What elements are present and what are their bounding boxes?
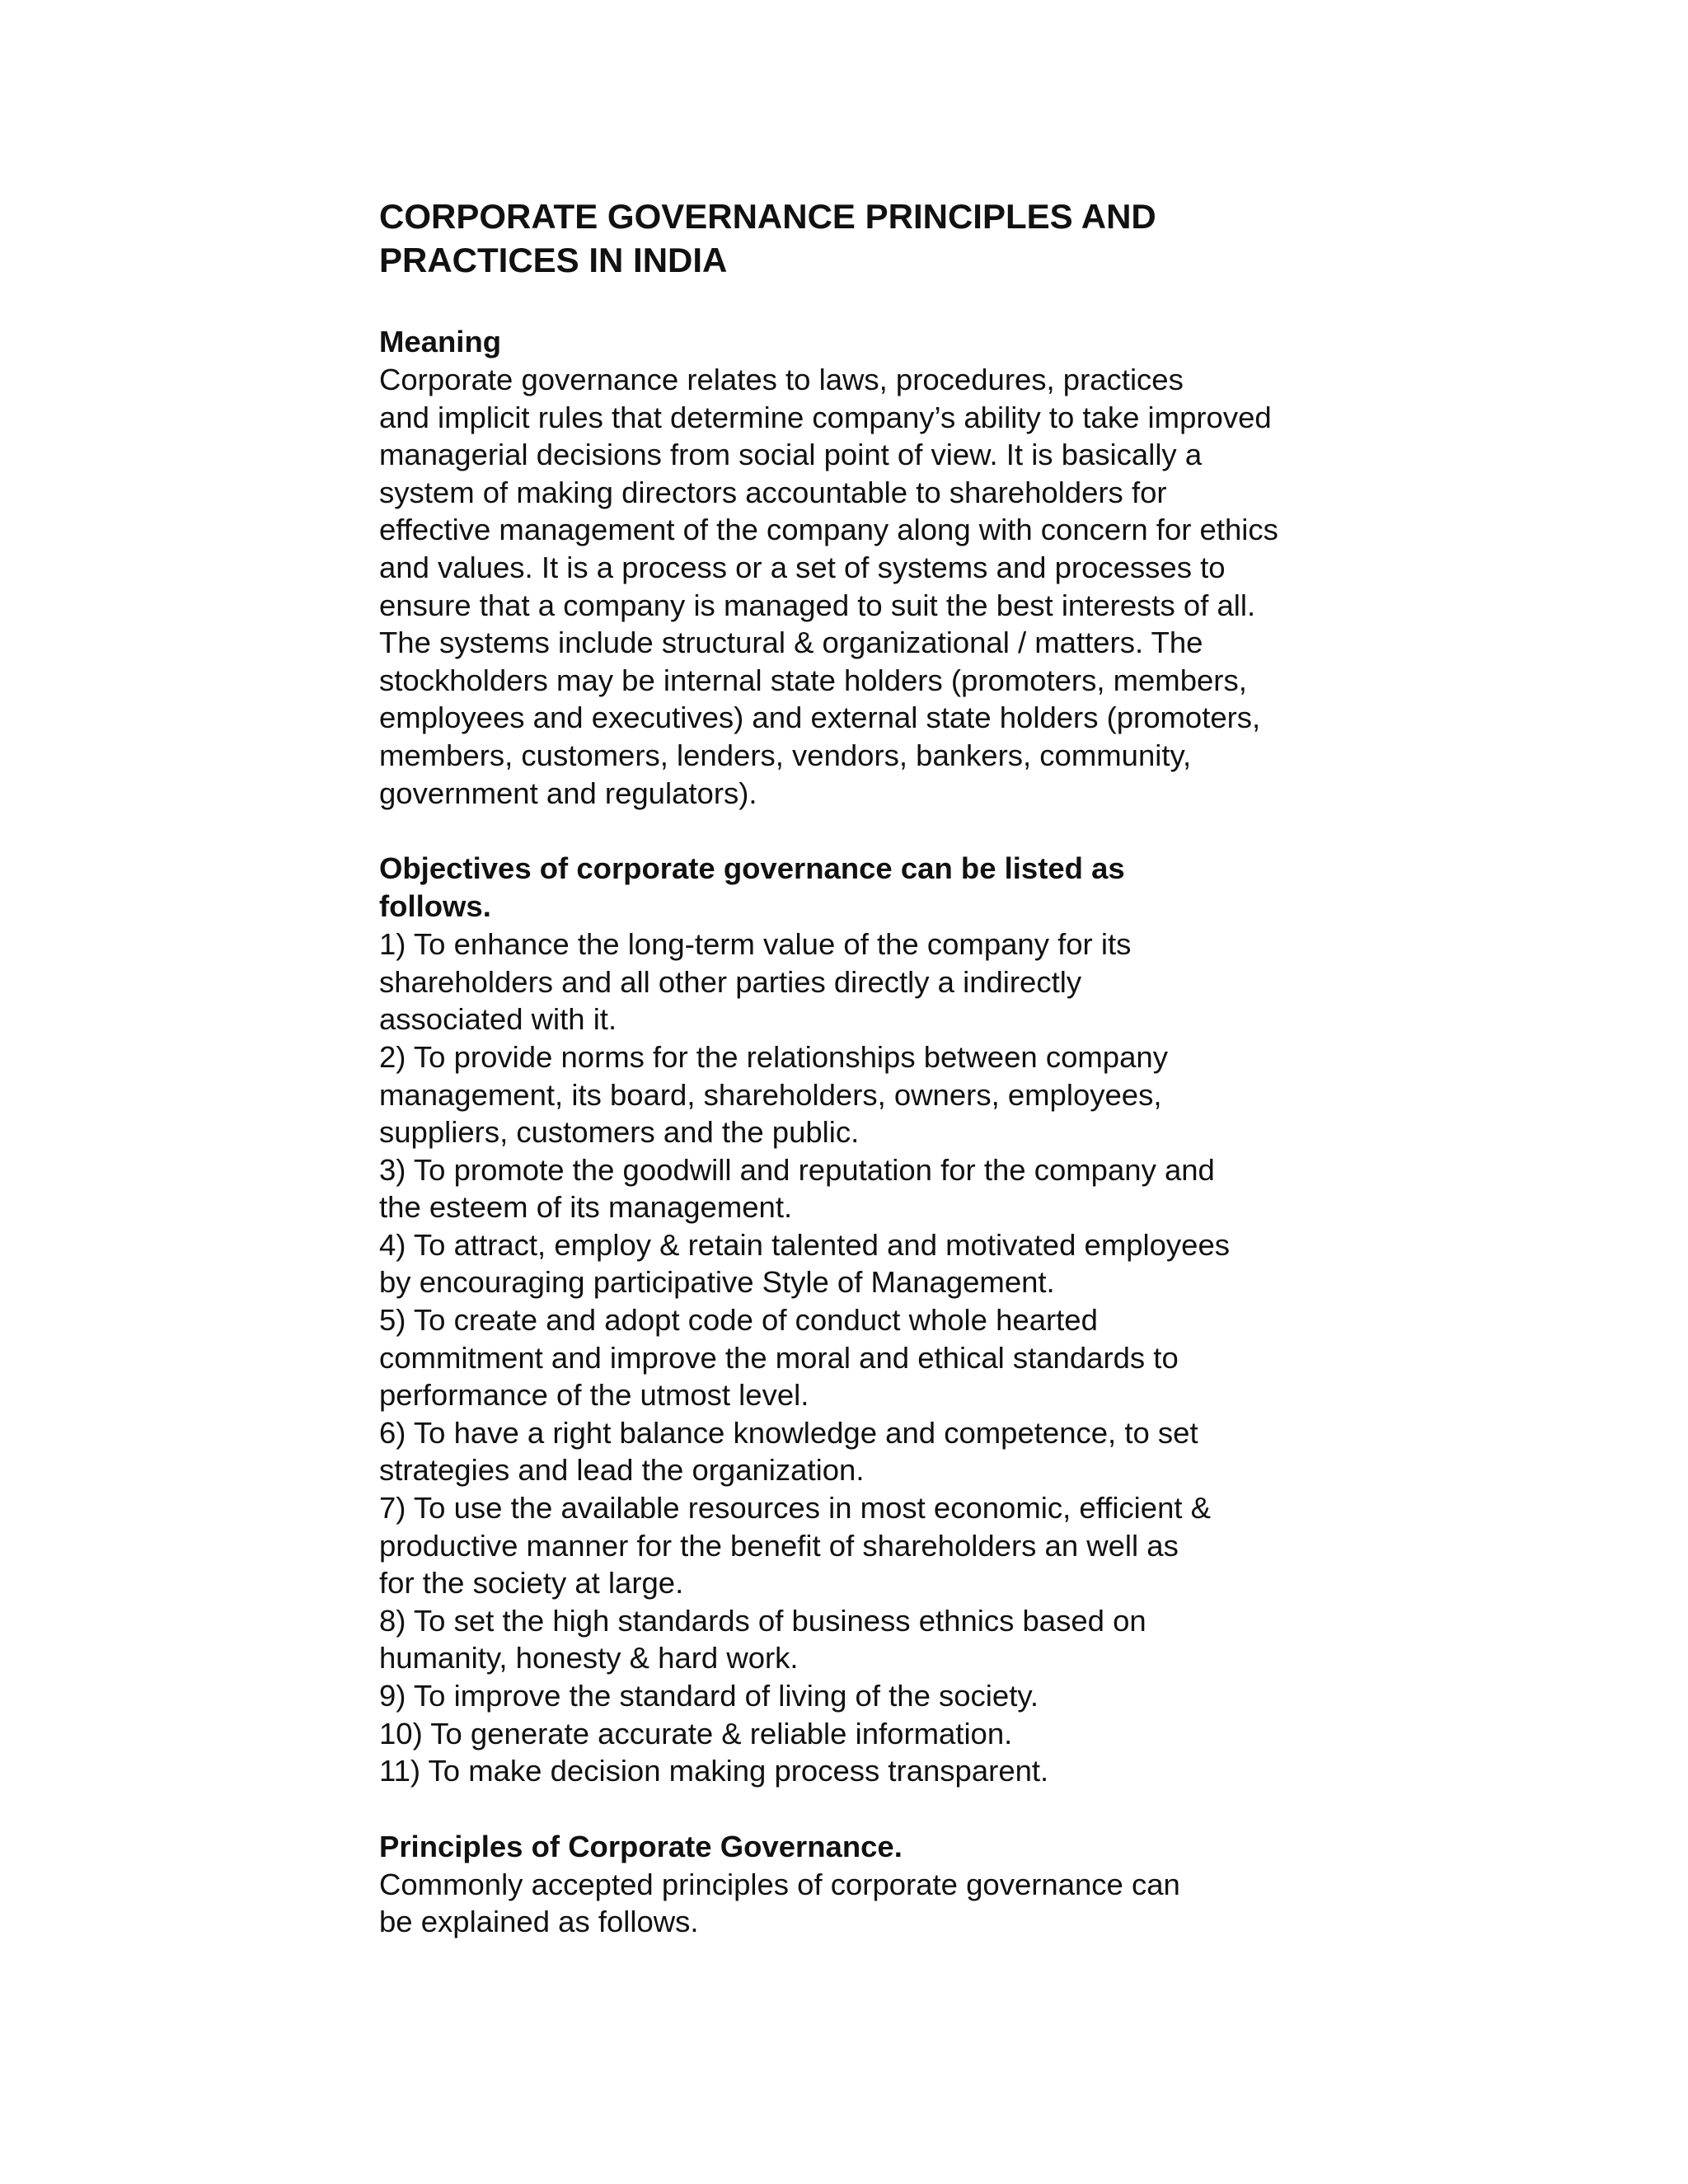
list-item-line: productive manner for the benefit of shareholders an well as — [379, 1528, 1179, 1563]
text-line: stockholders may be internal state holders (promoters, members, — [379, 663, 1247, 697]
list-item-line: performance of the utmost level. — [379, 1378, 809, 1413]
meaning-paragraph — [379, 361, 1409, 812]
list-item-line: by encouraging participative Style of Management. — [379, 1265, 1055, 1300]
list-item-line: 5) To create and adopt code of conduct whole hearted — [379, 1303, 1098, 1338]
list-item-line: 10) To generate accurate & reliable information. — [379, 1716, 1013, 1750]
document-title — [379, 194, 1409, 282]
list-item-line: 1) To enhance the long-term value of the company for its — [379, 927, 1132, 962]
list-item-line: 9) To improve the standard of living of the society. — [379, 1679, 1039, 1713]
list-item-line: humanity, honesty & hard work. — [379, 1641, 799, 1675]
list-item-line: strategies and lead the organization. — [379, 1453, 865, 1488]
list-item-line: management, its board, shareholders, owners, employees, — [379, 1077, 1162, 1112]
meaning-section — [379, 323, 1409, 812]
heading-line: Objectives of corporate governance can be listed as — [379, 851, 1125, 886]
list-item-line: associated with it. — [379, 1002, 617, 1037]
list-item-line: the esteem of its management. — [379, 1190, 793, 1225]
text-line: The systems include structural & organizational / matters. The — [379, 626, 1203, 660]
text-line: government and regulators). — [379, 776, 757, 810]
list-item-line: suppliers, customers and the public. — [379, 1115, 860, 1150]
heading-line: follows. — [379, 889, 491, 924]
document-page — [379, 194, 1409, 1941]
objectives-section — [379, 850, 1409, 1790]
list-item-line: shareholders and all other parties directly a indirectly — [379, 964, 1082, 999]
list-item-line: 2) To provide norms for the relationships between company — [379, 1039, 1168, 1074]
principles-paragraph — [379, 1866, 1409, 1941]
text-line: and values. It is a process or a set of systems and processes to — [379, 550, 1226, 584]
objectives-heading — [379, 850, 1409, 926]
text-line: effective management of the company along with concern for ethics — [379, 513, 1278, 547]
text-line: ensure that a company is managed to suit the best interests of all. — [379, 588, 1256, 622]
list-item-line: commitment and improve the moral and ethical standards to — [379, 1340, 1179, 1375]
text-line: Commonly accepted principles of corporate governance can — [379, 1867, 1180, 1901]
objectives-list — [379, 926, 1409, 1790]
list-item-line: for the society at large. — [379, 1566, 684, 1601]
text-line: employees and executives) and external state holders (promoters, — [379, 701, 1261, 735]
principles-heading: Principles of Corporate Governance. — [379, 1829, 903, 1863]
meaning-heading: Meaning — [379, 325, 502, 359]
list-item-line: 3) To promote the goodwill and reputation for the company and — [379, 1152, 1215, 1187]
list-item-line: 11) To make decision making process transparent. — [379, 1754, 1049, 1788]
title-line: CORPORATE GOVERNANCE PRINCIPLES AND — [379, 197, 1156, 236]
list-item-line: 7) To use the available resources in most economic, efficient & — [379, 1491, 1212, 1526]
list-item-line: 4) To attract, employ & retain talented and motivated employees — [379, 1227, 1231, 1262]
text-line: Corporate governance relates to laws, procedures, practices — [379, 363, 1184, 396]
title-line: PRACTICES IN INDIA — [379, 241, 728, 279]
principles-section — [379, 1828, 1409, 1941]
text-line: be explained as follows. — [379, 1905, 699, 1939]
text-line: managerial decisions from social point of view. It is basically a — [379, 438, 1203, 472]
list-item-line: 6) To have a right balance knowledge and competence, to set — [379, 1415, 1198, 1450]
text-line: system of making directors accountable to shareholders for — [379, 475, 1167, 509]
text-line: and implicit rules that determine company’s ability to take improved — [379, 400, 1272, 434]
list-item-line: 8) To set the high standards of business ethnics based on — [379, 1603, 1146, 1638]
text-line: members, customers, lenders, vendors, bankers, community, — [379, 738, 1192, 772]
